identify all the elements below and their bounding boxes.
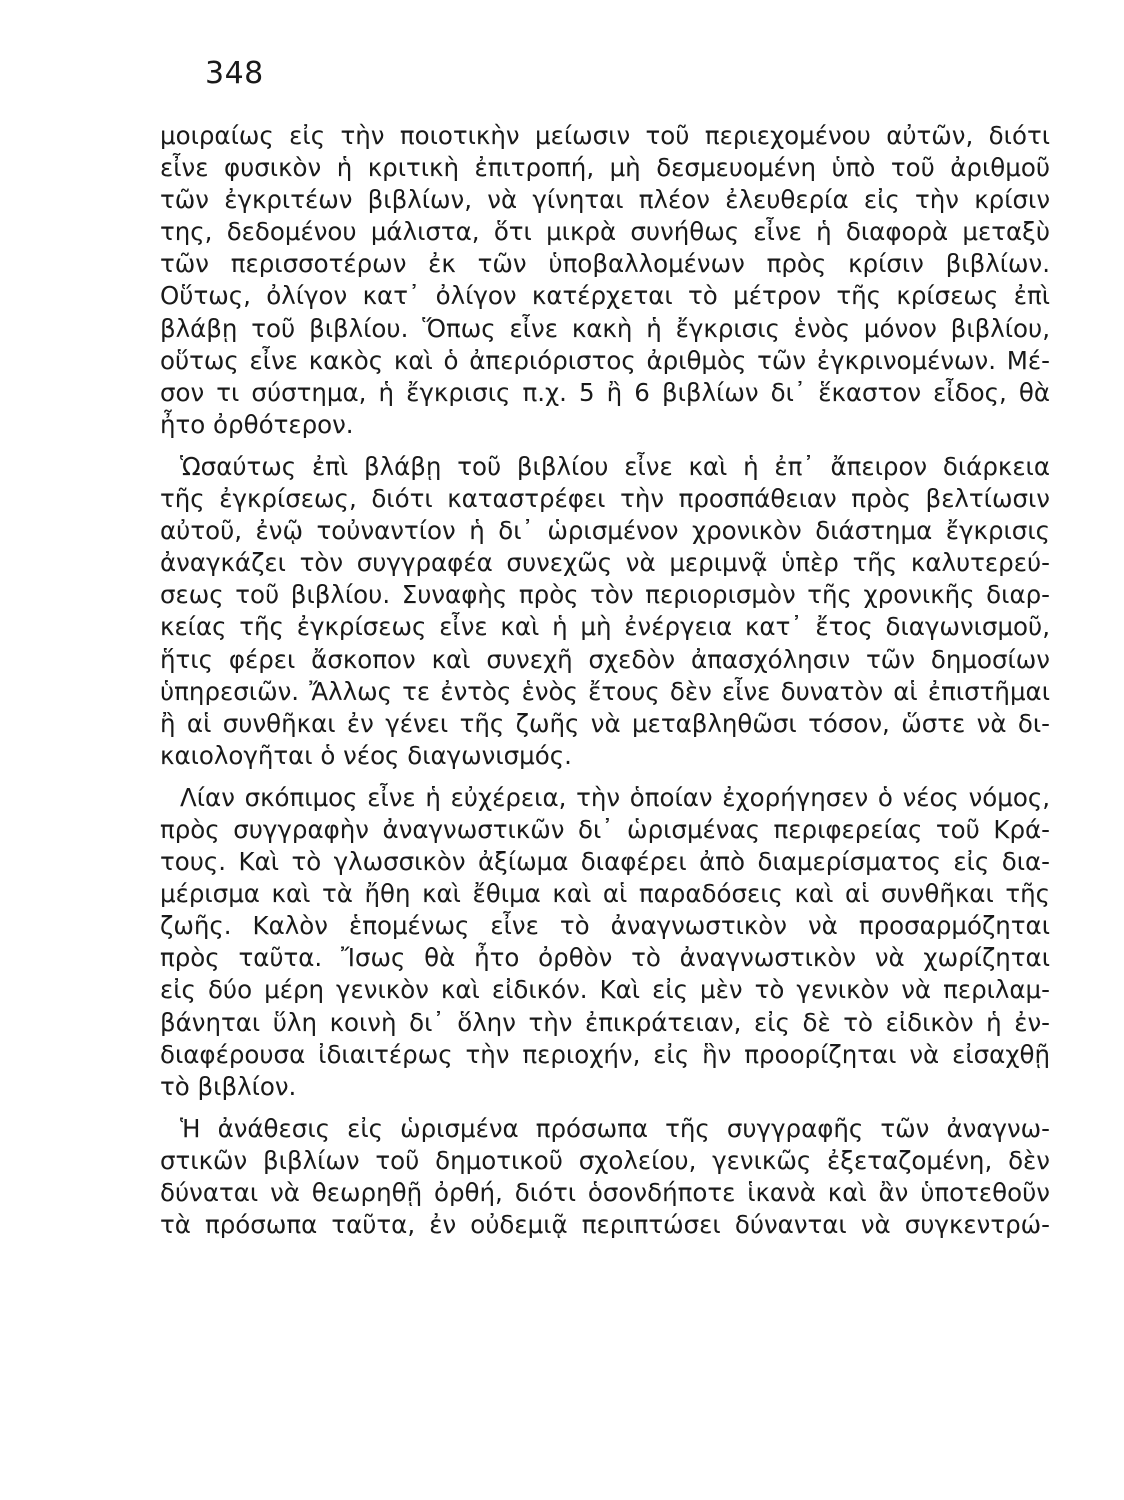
paragraph-gap <box>160 772 1050 782</box>
text-line: οὕτως εἶνε κακὸς καὶ ὁ ἀπεριόριστος ἀριθμὸς τῶν ἐγκρινομένων. Μέ- <box>160 345 1050 375</box>
text-line: μοιραίως εἰς τὴν ποιοτικὴν μείωσιν τοῦ περιεχομένου αὐτῶν, διότι <box>160 121 1050 150</box>
text-line: Ἡ ἀνάθεσις εἰς ὡρισμένα πρόσωπα τῆς συγγραφῆς τῶν ἀναγνω- <box>180 1113 1050 1143</box>
text-line: τῆς ἐγκρίσεως, διότι καταστρέφει τὴν προσπάθειαν πρὸς βελτίωσιν <box>160 484 1050 514</box>
text-line: εἶνε φυσικὸν ἡ κριτικὴ ἐπιτροπή, μὴ δεσμευομένη ὑπὸ τοῦ ἀριθμοῦ <box>160 153 1050 183</box>
text-line: μέρισμα καὶ τὰ ἤθη καὶ ἔθιμα καὶ αἱ παραδόσεις καὶ αἱ συνθῆκαι τῆς <box>160 879 1050 909</box>
text-line: ἥτις φέρει ἄσκοπον καὶ συνεχῆ σχεδὸν ἀπασχόλησιν τῶν δημοσίων <box>160 644 1050 674</box>
text-line: βλάβῃ τοῦ βιβλίου. Ὅπως εἶνε κακὴ ἡ ἔγκρισις ἑνὸς μόνον βιβλίου, <box>160 313 1050 343</box>
paragraph-1 <box>160 120 1050 441</box>
paragraph-2 <box>160 451 1050 772</box>
text-line: ἦτο ὀρθότερον. <box>160 409 354 439</box>
page-number: 348 <box>205 56 264 91</box>
text-line: ἢ αἱ συνθῆκαι ἐν γένει τῆς ζωῆς νὰ μεταβληθῶσι τόσον, ὥστε νὰ δι- <box>160 708 1050 738</box>
body-text <box>160 120 1050 1241</box>
text-line: πρὸς ταῦτα. Ἴσως θὰ ἦτο ὀρθὸν τὸ ἀναγνωστικὸν νὰ χωρίζηται <box>160 943 1050 973</box>
paragraph-4 <box>160 1113 1050 1241</box>
text-line: καιολογῆται ὁ νέος διαγωνισμός. <box>160 740 572 770</box>
text-line: δύναται νὰ θεωρηθῇ ὀρθή, διότι ὁσονδήποτε ἱκανὰ καὶ ἂν ὑποτεθοῦν <box>160 1178 1050 1207</box>
text-line: τῶν περισσοτέρων ἐκ τῶν ὑποβαλλομένων πρὸς κρίσιν βιβλίων. <box>160 249 1050 279</box>
text-line: ὑπηρεσιῶν. Ἄλλως τε ἐντὸς ἑνὸς ἔτους δὲν εἶνε δυνατὸν αἱ ἐπιστῆμαι <box>160 676 1050 706</box>
text-line: ἀναγκάζει τὸν συγγραφέα συνεχῶς νὰ μεριμνᾷ ὑπὲρ τῆς καλυτερεύ- <box>160 548 1050 578</box>
text-line: αὐτοῦ, ἐνῷ τοὐναντίον ἡ δι᾽ ὡρισμένον χρονικὸν διάστημα ἔγκρισις <box>160 516 1050 546</box>
text-line: στικῶν βιβλίων τοῦ δημοτικοῦ σχολείου, γενικῶς ἐξεταζομένη, δὲν <box>160 1145 1050 1175</box>
text-line: της, δεδομένου μάλιστα, ὅτι μικρὰ συνήθως εἶνε ἡ διαφορὰ μεταξὺ <box>160 217 1050 247</box>
text-line: σον τι σύστημα, ἡ ἔγκρισις π.χ. 5 ἢ 6 βιβλίων δι᾽ ἕκαστον εἶδος, θὰ <box>160 377 1050 407</box>
text-line: κείας τῆς ἐγκρίσεως εἶνε καὶ ἡ μὴ ἐνέργεια κατ᾽ ἔτος διαγωνισμοῦ, <box>160 612 1050 642</box>
text-line: ζωῆς. Καλὸν ἑπομένως εἶνε τὸ ἀναγνωστικὸν νὰ προσαρμόζηται <box>160 911 1050 941</box>
paragraph-3 <box>160 782 1050 1103</box>
text-line: εἰς δύο μέρη γενικὸν καὶ εἰδικόν. Καὶ εἰς μὲν τὸ γενικὸν νὰ περιλαμ- <box>160 975 1050 1005</box>
text-line: Ὡσαύτως ἐπὶ βλάβῃ τοῦ βιβλίου εἶνε καὶ ἡ ἐπ᾽ ἄπειρον διάρκεια <box>180 451 1050 481</box>
text-line: βάνηται ὕλη κοινὴ δι᾽ ὅλην τὴν ἐπικράτειαν, εἰς δὲ τὸ εἰδικὸν ἡ ἐν- <box>160 1007 1050 1037</box>
text-line: Λίαν σκόπιμος εἶνε ἡ εὐχέρεια, τὴν ὁποίαν ἐχορήγησεν ὁ νέος νόμος, <box>180 782 1050 812</box>
text-line: τὰ πρόσωπα ταῦτα, ἐν οὐδεμιᾷ περιπτώσει δύνανται νὰ συγκεντρώ- <box>160 1210 1050 1240</box>
text-line: σεως τοῦ βιβλίου. Συναφὴς πρὸς τὸν περιορισμὸν τῆς χρονικῆς διαρ- <box>160 580 1050 610</box>
text-line: τῶν ἐγκριτέων βιβλίων, νὰ γίνηται πλέον ἐλευθερία εἰς τὴν κρίσιν <box>160 185 1050 215</box>
text-line: πρὸς συγγραφὴν ἀναγνωστικῶν δι᾽ ὡρισμένας περιφερείας τοῦ Κρά- <box>160 814 1050 844</box>
paragraph-gap <box>160 1103 1050 1113</box>
paragraph-gap <box>160 441 1050 451</box>
text-line: τὸ βιβλίον. <box>160 1071 297 1101</box>
text-line: διαφέρουσα ἰδιαιτέρως τὴν περιοχήν, εἰς ἣν προορίζηται νὰ εἰσαχθῇ <box>160 1039 1050 1069</box>
text-line: τους. Καὶ τὸ γλωσσικὸν ἀξίωμα διαφέρει ἀπὸ διαμερίσματος εἰς δια- <box>160 847 1050 877</box>
text-line: Οὕτως, ὀλίγον κατ᾽ ὀλίγον κατέρχεται τὸ μέτρον τῆς κρίσεως ἐπὶ <box>160 281 1050 311</box>
